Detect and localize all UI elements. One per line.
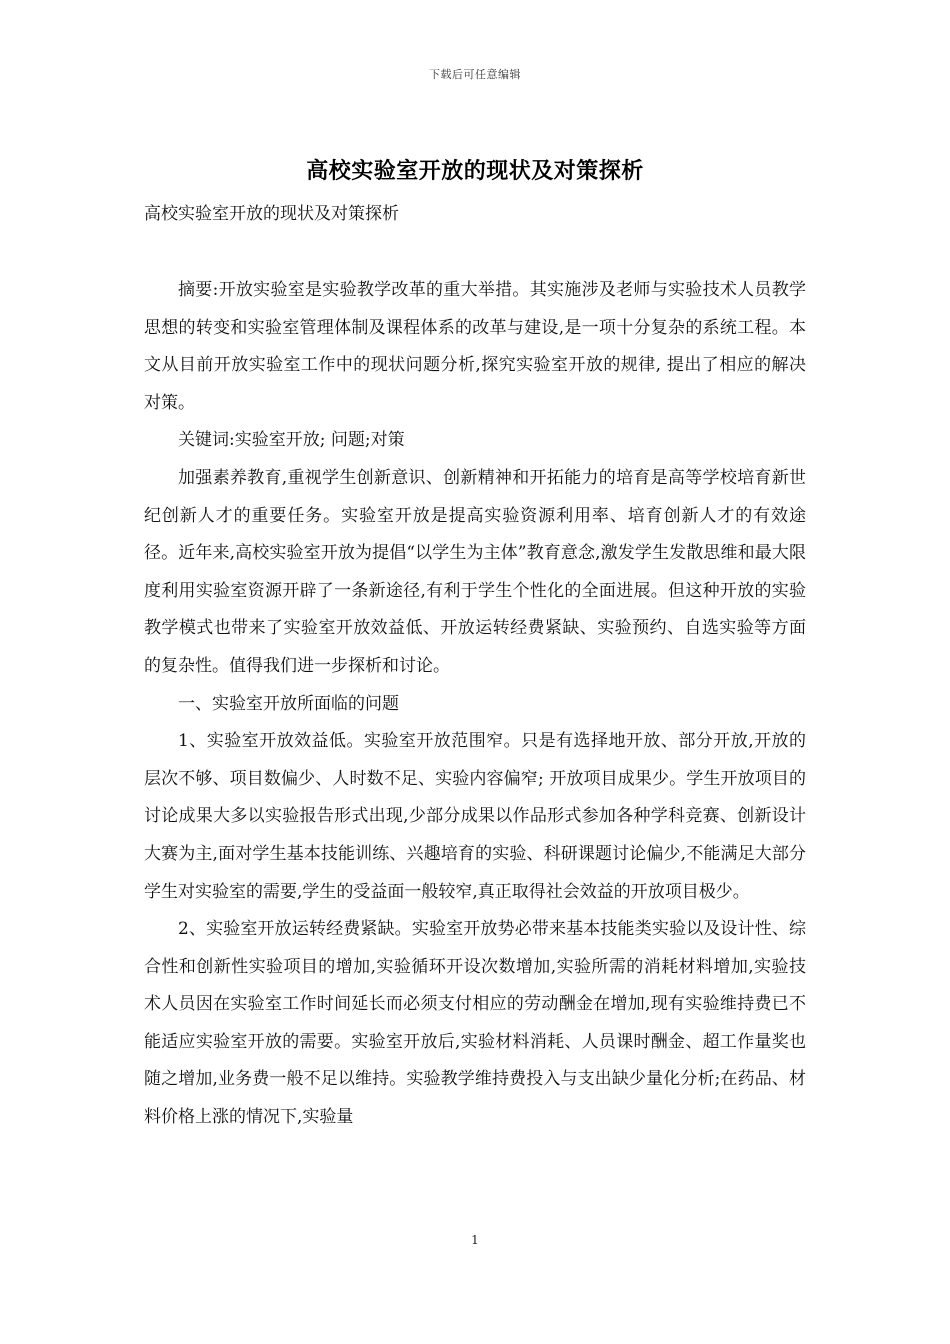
abstract-paragraph: 摘要:开放实验室是实验教学改革的重大举措。其实施涉及老师与实验技术人员教学思想的转变和实验室管理体制及课程体系的改革与建设,是一项十分复杂的系统工程。本文从目前开放实验室工作中的现状问题分析,探究实验室开放的规律, 提出了相应的解决对策。 (144, 280, 806, 413)
document-body (144, 272, 806, 1137)
body-paragraph-2: 2、实验室开放运转经费紧缺。实验室开放势必带来基本技能类实验以及设计性、综合性和创新性实验项目的增加,实验循环开设次数增加,实验所需的消耗材料增加,实验技术人员因在实验室工作时间延长而必须支付相应的劳动酬金在增加,现有实验维持费已不能适应实验室开放的需要。实验室开放后,实验材料消耗、人员课时酬金、超工作量奖也随之增加,业务费一般不足以维持。实验教学维持费投入与支出缺少量化分析;在药品、材料价格上涨的情况下,实验量 (144, 919, 806, 1128)
body-paragraph-1: 1、实验室开放效益低。实验室开放范围窄。只是有选择地开放、部分开放,开放的层次不够、项目数偏少、人时数不足、实验内容偏窄; 开放项目成果少。学生开放项目的讨论成果大多以实验报告形式出现,少部分成果以作品形式参加各种学科竞赛、创新设计大赛为主,面对学生基本技能训练、兴趣培育的实验、科研课题讨论偏少,不能满足大部分学生对实验室的需要,学生的受益面一般较窄,真正取得社会效益的开放项目极少。 (144, 731, 806, 902)
header-note: 下载后可任意编辑 (429, 68, 521, 81)
section-heading: 一、实验室开放所面临的问题 (178, 693, 399, 714)
intro-paragraph: 加强素养教育,重视学生创新意识、创新精神和开拓能力的培育是高等学校培育新世纪创新人才的重要任务。实验室开放是提高实验资源利用率、培育创新人才的有效途径。近年来,高校实验室开放为提倡“以学生为主体”教育意念,激发学生发散思维和最大限度利用实验室资源开辟了一条新途径,有利于学生个性化的全面进展。但这种开放的实验教学模式也带来了实验室开放效益低、开放运转经费紧缺、实验预约、自选实验等方面的复杂性。值得我们进一步探析和讨论。 (144, 467, 806, 676)
document-title: 高校实验室开放的现状及对策探析 (306, 158, 644, 184)
document-subtitle: 高校实验室开放的现状及对策探析 (144, 204, 399, 224)
page-number: 1 (471, 1233, 479, 1247)
keywords-paragraph: 关键词:实验室开放; 问题;对策 (178, 430, 405, 451)
